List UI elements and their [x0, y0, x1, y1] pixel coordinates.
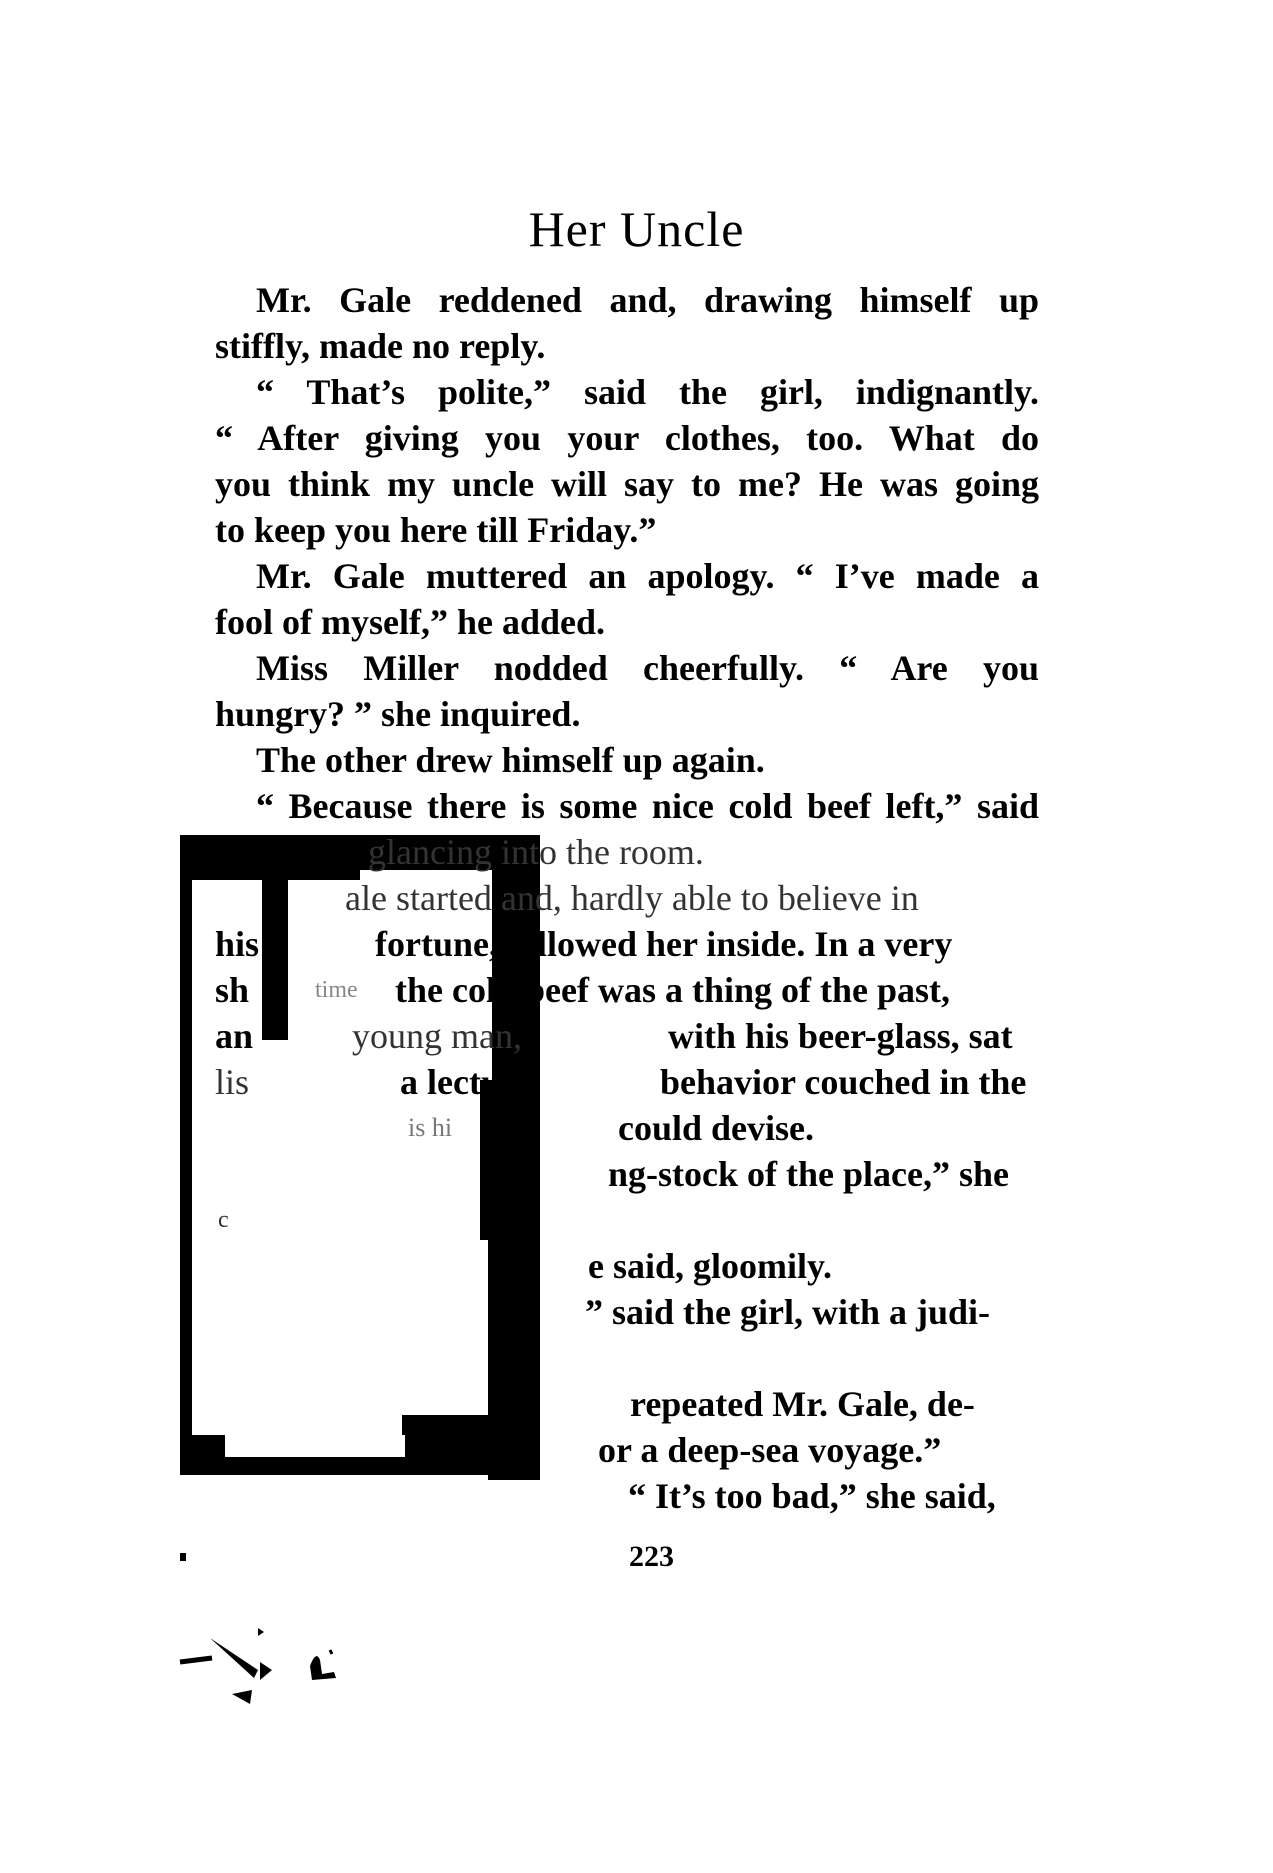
ink-speck: [180, 1553, 186, 1561]
text-line: to keep you here till Friday.”: [215, 510, 657, 550]
text-line-fragment: with his beer-glass, sat: [668, 1016, 1013, 1056]
torn-area: [225, 1435, 405, 1457]
text-line: “ After giving you your clothes, too. What do: [215, 418, 1039, 458]
text-line: “ Because there is some nice cold beef left,” said: [256, 786, 1039, 826]
text-line: fool of myself,” he added.: [215, 602, 605, 642]
text-line-fragment: the cold beef was a thing of the past,: [395, 970, 950, 1010]
text-fragment: sh: [215, 970, 250, 1010]
text-fragment: a lectur: [400, 1062, 517, 1102]
text-line-fragment: fortune, followed her inside. In a very: [375, 924, 953, 964]
text-fragment: his: [215, 924, 260, 964]
running-head: Her Uncle: [528, 201, 745, 257]
text-line: Mr. Gale muttered an apology. “ I’ve made a: [256, 556, 1039, 596]
text-line-fragment: glancing into the room.: [368, 832, 704, 872]
text-line-fragment: e said, gloomily.: [588, 1246, 833, 1286]
text-fragment: time: [315, 977, 358, 1003]
text-line-fragment: could devise.: [618, 1108, 815, 1148]
text-fragment: c: [218, 1207, 229, 1233]
text-line-fragment: ” said the girl, with a judi-: [585, 1292, 991, 1332]
text-line: The other drew himself up again.: [256, 740, 765, 780]
ink-scrawl-icon: [170, 1620, 370, 1720]
text-fragment: an: [215, 1016, 254, 1056]
text-line-fragment: “ It’s too bad,” she said,: [628, 1476, 996, 1516]
text-line: you think my uncle will say to me? He was going: [215, 464, 1039, 504]
text-fragment: ale started and, hardly able to believe in: [345, 878, 919, 918]
text-line: “ That’s polite,” said the girl, indignantly.: [256, 372, 1039, 412]
text-fragment: young man,: [352, 1016, 522, 1056]
text-line-fragment: ng-stock of the place,” she: [608, 1154, 1009, 1194]
text-line: stiffly, made no reply.: [215, 326, 546, 366]
page-number: 223: [629, 1540, 674, 1573]
ink-edge: [488, 1240, 540, 1480]
text-fragment: lis: [215, 1062, 250, 1102]
text-line: Mr. Gale reddened and, drawing himself up: [256, 280, 1039, 320]
text-fragment: is hi: [408, 1113, 453, 1142]
torn-area: [192, 1415, 402, 1435]
text-line: Miss Miller nodded cheerfully. “ Are you: [256, 648, 1039, 688]
text-line-fragment: [345, 875, 919, 921]
ink-drip: [262, 860, 288, 1040]
text-line: hungry? ” she inquired.: [215, 694, 581, 734]
text-line-fragment: behavior couched in the: [660, 1062, 1027, 1102]
text-line-fragment: or a deep-sea voyage.”: [598, 1430, 942, 1470]
text-line-fragment: repeated Mr. Gale, de-: [630, 1384, 975, 1424]
